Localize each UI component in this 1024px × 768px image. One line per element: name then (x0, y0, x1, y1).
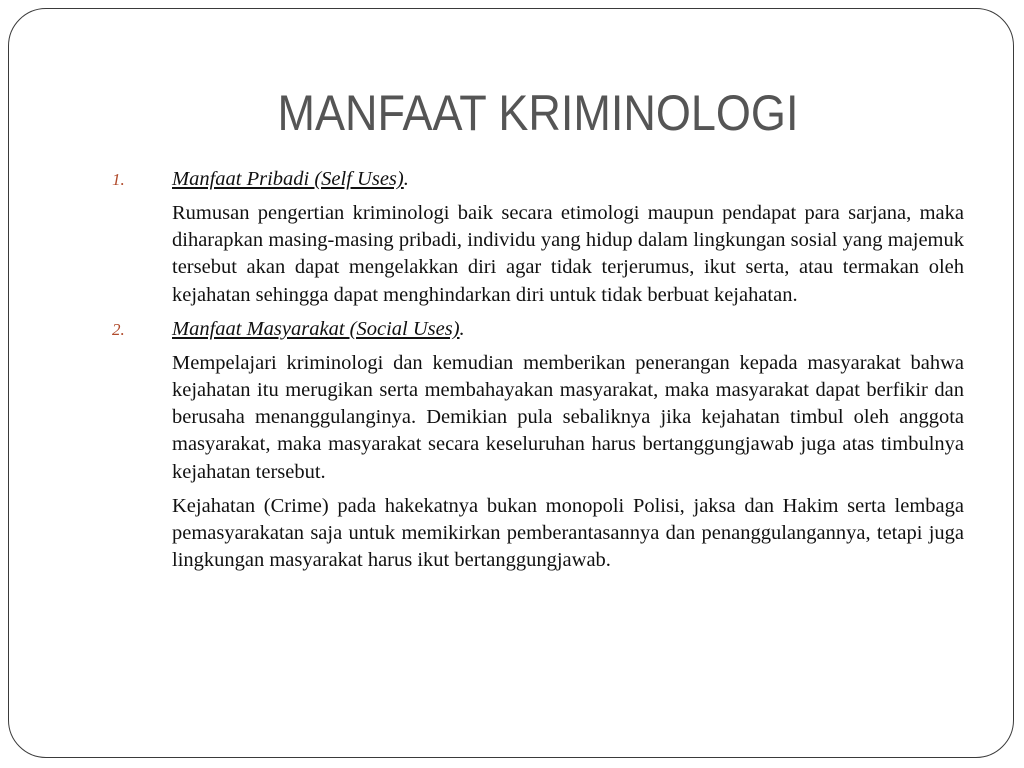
list-heading (112, 316, 964, 343)
list-heading-text: Manfaat Masyarakat (Social Uses) (172, 317, 460, 340)
slide-title: MANFAAT KRIMINOLOGI (277, 85, 799, 141)
paragraph: Rumusan pengertian kriminologi baik secara etimologi maupun pendapat para sarjana, maka diharapkan masing-masing pribadi, individu yang hidup dalam lingkungan sosial yang majemuk tersebut akan dapat mengelakkan diri agar tidak terjerumus, ikut serta, atau termakan oleh kejahatan sehingga dapat menghindarkan diri untuk tidak berbuat kejahatan. (172, 202, 964, 306)
slide-content (112, 166, 964, 574)
list-number: 1. (112, 170, 125, 189)
list-number: 2. (112, 319, 125, 339)
list-heading (112, 166, 964, 193)
list-heading-text: Manfaat Pribadi (Self Uses) (172, 168, 404, 190)
list-heading-suffix: . (403, 168, 409, 190)
paragraph: Mempelajari kriminologi dan kemudian memberikan penerangan kepada masyarakat bahwa kejahatan itu merugikan serta membahayakan masyarakat, maka masyarakat dapat berfikir dan berusaha menanggulanginya. Demikian pula sebaliknya jika kejahatan timbul oleh anggota masyarakat, maka masyarakat secara keseluruhan harus bertanggungjawab juga atas timbulnya kejahatan tersebut. (172, 351, 964, 483)
list-heading-suffix: . (459, 317, 465, 340)
list-item-self-uses (112, 166, 964, 193)
list-item-social-uses (112, 316, 964, 343)
paragraph: Kejahatan (Crime) pada hakekatnya bukan monopoli Polisi, jaksa dan Hakim serta lembaga pemasyarakatan saja untuk memikirkan pemberantasannya dan penanggulangannya, tetapi juga lingkungan masyarakat harus ikut bertanggungjawab. (172, 494, 964, 572)
